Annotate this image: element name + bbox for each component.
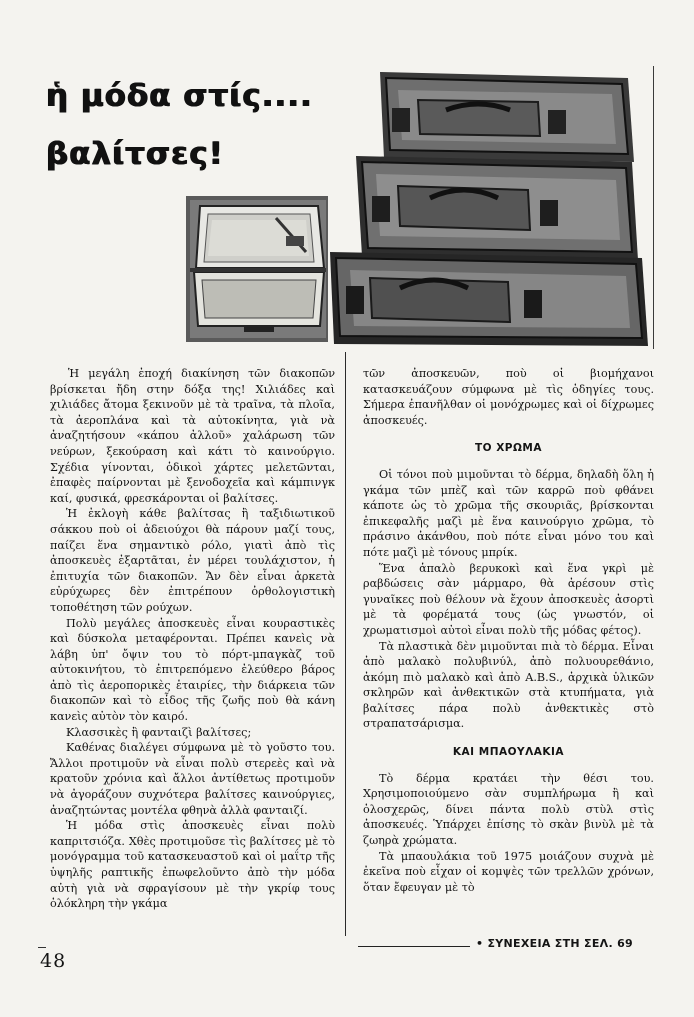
continuation-rule <box>358 946 470 947</box>
paragraph: Ἕνα ἁπαλὸ βερυκοκὶ καὶ ἕνα γκρὶ μὲ ραβδώσεις σὰν μάρμαρο, θὰ ἀρέσουν στὶς γυναῖκες ποὺ θέλουν νὰ ἔχουν ἀποσκευὲς ἀσορτὶ μὲ τὰ φορέματά τους (ὡς γνωστόν, οἱ χρωματισμοὶ αὐτοὶ εἶναι πολὺ τῆς μόδας φέτος). <box>363 561 654 637</box>
right-column <box>363 366 654 895</box>
suitcase-stack-photo <box>328 64 650 352</box>
paragraph: Ἡ μεγάλη ἐποχή διακίνηση τῶν διακοπῶν βρίσκεται ἤδη στην δόξα της! Χιλιάδες καὶ χιλιάδες ἄτομα ξεκινοῦν μὲ τὰ τραῖνα, τὰ πλοῖα, τὰ ἀεροπλάνα καὶ τὰ αὐτοκίνητα, γιὰ νὰ ἀναζητήσουν «κάπου ἀλλοῦ» χαλάρωση τῶν νεύρων, ξεκούραση καὶ κάτι τὸ καινούργιο. Σχέδια γίνονται, ὁδικοὶ χάρτες μελετῶνται, ἐπαφὲς παίρνονται μὲ ξενοδοχεῖα καὶ κάμπινγκ καί, φυσικά, φρεσκάρονται οἱ βαλίτσες. <box>50 367 335 505</box>
paragraph: Ἡ ἐκλογὴ κάθε βαλίτσας ἢ ταξιδιωτικοῦ σάκκου ποὺ οἱ ἀδειούχοι θὰ πάρουν μαζί τους, παίζει ἕνα σημαντικὸ ρόλο, γιατὶ ἀπὸ τὶς ἀποσκευὲς ἐξαρτᾶται, ἐν μέρει τουλάχιστον, ἡ ἐπιτυχία τῶν διακοπῶν. Ἄν δὲν εἶναι ἀρκετὰ εὐρύχωρες δὲν ἐπιτρέπουν ὀρθολογιστικὴ τοποθέτηση τῶν ρούχων. <box>50 507 335 614</box>
section-heading: ΤΟ ΧΡΩΜΑ <box>474 442 543 455</box>
headline-line-2: βαλίτσες! <box>46 136 224 172</box>
paragraph: Ἡ μόδα στὶς ἀποσκευὲς εἶναι πολὺ καπριτσιόζα. Χθὲς προτιμοῦσε τὶς βαλίτσες μὲ τὸ μονόγραμμα τοῦ κατασκευαστοῦ καὶ οἱ μαΐτρ τῆς ὑψηλῆς ραπτικῆς ἐπωφελοῦντο ἀπὸ τὴν μόδα αὐτὴ γιὰ νὰ σφραγίσουν μὲ τὴν γκρίφ τους ὁλόκληρη τὴν γκάμα <box>50 819 335 911</box>
paragraph: Τὰ πλαστικὰ δὲν μιμοῦνται πιὰ τὸ δέρμα. Εἶναι ἀπὸ μαλακὸ πολυβινύλ, ἀπὸ πολυουρεθάνιο, ἀκόμη πιὸ μαλακὸ καὶ ἀπὸ A.B.S., ἀρχικὰ ὑλικῶν σκληρῶν καὶ ἀνθεκτικῶν στὰ κτυπήματα, γιὰ βαλίτσες πάρα πολὺ ἀνθεκτικὲς στὸ στραπατσάρισμα. <box>363 639 654 731</box>
paragraph: τῶν ἀποσκευῶν, ποὺ οἱ βιομήχανοι κατασκευάζουν σύμφωνα μὲ τὶς ὁδηγίες τους. Σήμερα ἐπανῆλθαν οἱ μονόχρωμες καὶ οἱ δίχρωμες ἀποσκευές. <box>363 367 654 427</box>
continuation-note: • ΣΥΝΕΧΕΙΑ ΣΤΗ ΣΕΛ. 69 <box>476 937 634 950</box>
open-briefcase-photo <box>186 196 330 342</box>
section-heading: ΚΑΙ ΜΠΑΟΥΛΑΚΙΑ <box>452 746 565 759</box>
column-divider <box>345 352 346 936</box>
page-number-tick <box>38 947 46 948</box>
paragraph: Καθένας διαλέγει σύμφωνα μὲ τὸ γοῦστο του. Ἄλλοι προτιμοῦν νὰ εἶναι πολὺ στερεὲς καὶ νὰ κρατοῦν χρόνια καὶ ἄλλοι ἀντίθετως προτιμοῦν νὰ ἀγοράζουν συχνότερα βαλίτσες καινούργιες, ἀναζητώντας μοντέλα φθηνὰ ἀλλὰ φανταιζί. <box>50 741 335 817</box>
paragraph: Κλασσικὲς ἢ φανταιζὶ βαλίτσες; <box>66 725 252 739</box>
page-number: 48 <box>40 950 67 972</box>
photo-side-rule <box>653 66 654 349</box>
paragraph: Οἱ τόνοι ποὺ μιμοῦνται τὸ δέρμα, δηλαδὴ ὅλη ἡ γκάμα τῶν μπὲζ καὶ τῶν καρρῶ ποὺ φθάνει κάποτε ὡς τὸ χρῶμα τῆς σκουριᾶς, βρίσκονται ἐπικεφαλῆς μαζὶ μὲ ἕνα καινούργιο χρῶμα, τὸ πράσινο ἀκάνθου, ποὺ πότε εἶναι μόνο του καὶ πότε μαζὶ μὲ τόνους μπρίκ. <box>363 467 654 559</box>
paragraph: Τὸ δέρμα κρατάει τὴν θέσι του. Χρησιμοποιούμενο σὰν συμπλήρωμα ἢ καὶ ὁλοσχερῶς, δίνει πάντα πολὺ στὺλ στὶς ἀποσκευές. Ὑπάρχει ἐπίσης τὸ σκὰν βινὺλ μὲ τὰ ζωηρὰ χρώματα. <box>363 771 654 848</box>
paragraph: Πολὺ μεγάλες ἀποσκευὲς εἶναι κουραστικὲς καὶ δύσκολα μεταφέρονται. Πρέπει κανεὶς νὰ λάβη ὑπ' ὄψιν του τὸ πόρτ-μπαγκὰζ τοῦ αὐτοκινήτου, τὸ ἐπιτρεπόμενο ἐλεύθερο βάρος ἀπὸ τὶς ἀεροπορικὲς ἑταιρίες, τὴν διάρκεια τῶν διακοπῶν καὶ τὸ εἶδος τῆς ζωῆς ποὺ θὰ κάνη κανεὶς αὐτὸν τὸν καιρό. <box>50 616 335 724</box>
left-column <box>50 366 335 912</box>
paragraph: Τὰ μπαουλάκια τοῦ 1975 μοιάζουν συχνὰ μὲ ἐκεῖνα ποὺ εἶχαν οἱ κομψὲς τῶν τρελλῶν χρόνων, ὅταν ἔφευγαν μὲ τὸ <box>363 849 654 894</box>
headline-line-1: ἡ μόδα στίς.... <box>46 78 313 114</box>
